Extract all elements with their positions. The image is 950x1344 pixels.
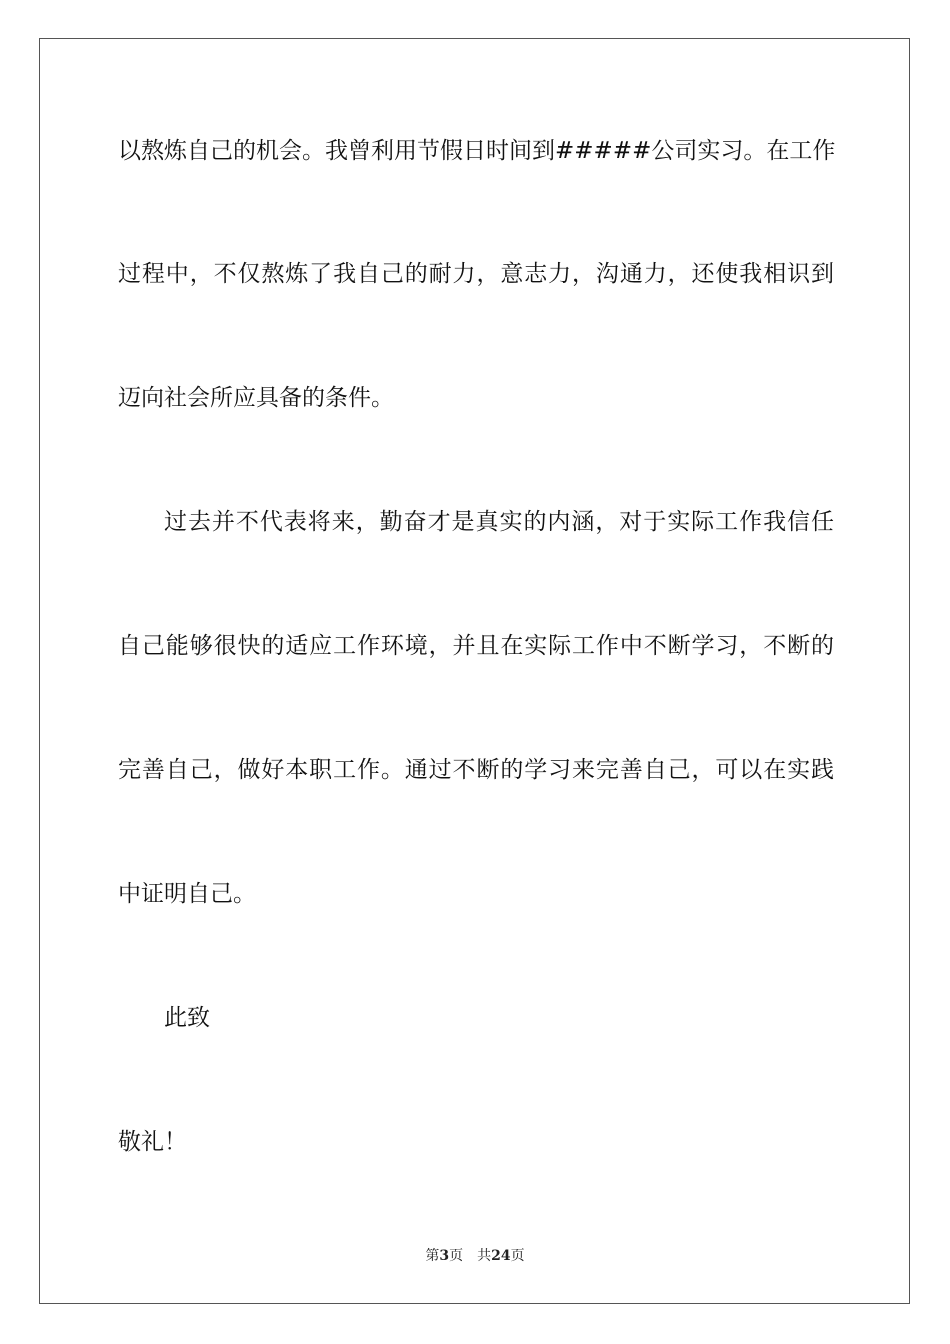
footer-page-current: 3	[439, 1248, 450, 1264]
closing-regards: 敬礼！	[118, 1129, 187, 1155]
body-line-4: 过去并不代表将来，勤奋才是真实的内涵，对于实际工作我信任	[164, 509, 834, 535]
footer-page-total: 24	[491, 1248, 511, 1264]
body-line-5: 自己能够很快的适应工作环境，并且在实际工作中不断学习，不断的	[118, 633, 834, 659]
footer-total-prefix: 共	[477, 1248, 492, 1264]
closing-salutation: 此致	[164, 1005, 210, 1031]
footer-page-prefix: 第	[425, 1248, 440, 1264]
body-line-2: 过程中，不仅熬炼了我自己的耐力，意志力，沟通力，还使我相识到	[118, 261, 834, 287]
footer-page-suffix: 页	[449, 1248, 464, 1264]
body-line-7: 中证明自己。	[118, 881, 256, 907]
body-line-3: 迈向社会所应具备的条件。	[118, 385, 394, 411]
page-footer	[0, 1247, 950, 1265]
body-line-6: 完善自己，做好本职工作。通过不断的学习来完善自己，可以在实践	[118, 757, 834, 783]
page-border	[39, 38, 910, 1304]
body-line-1: 以熬炼自己的机会。我曾利用节假日时间到#####公司实习。在工作	[118, 138, 836, 164]
footer-total-suffix: 页	[510, 1248, 525, 1264]
